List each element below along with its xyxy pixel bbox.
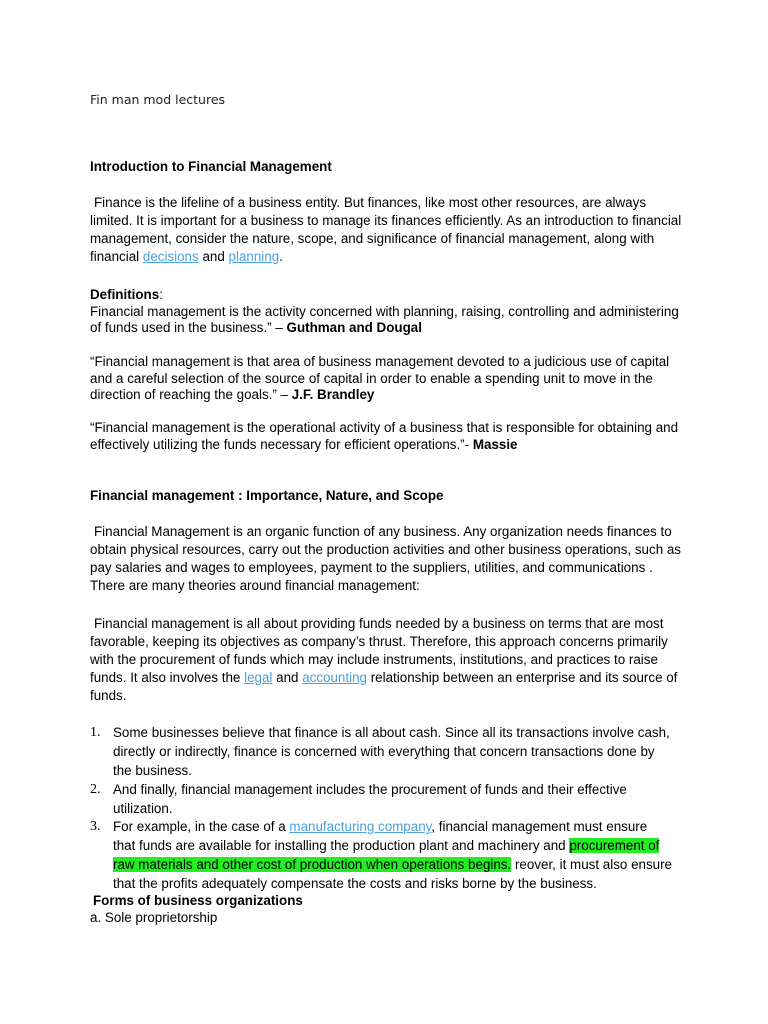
definition-3-text: “Financial management is the operational activity of a business that is responsible for obtaining and effectively utilizing the funds necessary for efficient operations.”- <box>90 420 679 452</box>
list-item-text: For example, in the case of a <box>113 819 286 834</box>
definition-1-text: Financial management is the activity concerned with planning, raising, controlling and administering of funds used in the business.” – <box>90 303 679 335</box>
period-text: . <box>279 249 283 264</box>
definition-3-author: Massie <box>472 436 518 452</box>
and-text-2: and <box>276 670 299 685</box>
planning-link[interactable]: planning <box>228 249 280 264</box>
forms-heading: Forms of business organizations <box>93 893 303 908</box>
legal-link[interactable]: legal <box>244 670 273 685</box>
list-item <box>90 780 690 818</box>
definitions-label: Definitions <box>90 287 160 302</box>
intro-text: Finance is the lifeline of a business entity. But finances, like most other resources, are always limited. It is important for a business to manage its finances efficiently. As an introduction to financial management, consider the nature, scope, and significance of financial management, along with financial <box>90 195 682 264</box>
accounting-link[interactable]: accounting <box>302 670 367 685</box>
manufacturing-company-link[interactable]: manufacturing company <box>289 819 432 834</box>
list-item <box>90 723 690 780</box>
intro-paragraph <box>90 194 690 266</box>
list-item <box>90 817 690 893</box>
list-number: 1. <box>90 725 101 740</box>
paragraph-2-text-end: relationship between an enterprise and its source of funds. <box>90 670 678 703</box>
list-item-text: And finally, financial management includes the procurement of funds and their effective utilization. <box>113 782 627 816</box>
and-text: and <box>202 249 225 264</box>
intro-heading: Introduction to Financial Management <box>90 159 332 174</box>
forms-item-a: a. Sole proprietorship <box>90 910 218 925</box>
section-2-heading: Financial management : Importance, Nature, and Scope <box>90 488 444 503</box>
definitions-colon: : <box>159 287 163 302</box>
document-title: Fin man mod lectures <box>90 92 226 107</box>
list-number: 3. <box>90 819 101 834</box>
section-2-paragraph-2 <box>90 615 690 705</box>
definition-2-text: “Financial management is that area of business management devoted to a judicious use of capital and a careful selection of the source of capital in order to enable a spending unit to move in the direction of reaching the goals.” – <box>90 354 670 402</box>
highlighted-text: procurement of raw materials and other cost of production when operations begins. <box>113 838 660 872</box>
definition-2-author: J.F. Brandley <box>291 387 375 402</box>
definitions-block <box>90 287 690 337</box>
decisions-link[interactable]: decisions <box>142 249 199 264</box>
section-2-paragraph-1: Financial Management is an organic function of any business. Any organization needs finances to obtain physical resources, carry out the production activities and other business operations, such as pay salaries and wages to employees, payment to the suppliers, utilities, and communications . There are many theories around financial management: <box>90 524 681 593</box>
list-number: 2. <box>90 782 101 797</box>
list-item-text: , financial management must ensure that funds are available for installing the production plant and machinery and <box>113 819 648 853</box>
definition-3 <box>90 420 690 453</box>
list-item-3-content <box>113 817 673 893</box>
definition-2 <box>90 354 690 404</box>
definition-1-author: Guthman and Dougal <box>286 320 422 335</box>
list-item-text: reover, it must also ensure that the profits adequately compensate the costs and risks borne by the business. <box>113 857 673 891</box>
paragraph-2-text: Financial management is all about providing funds needed by a business on terms that are most favorable, keeping its objectives as company’s thrust. Therefore, this approach concerns primarily with the procurement of funds which may include instruments, institutions, and practices to raise funds. It also involves the <box>90 616 668 685</box>
list-item-text: Some businesses believe that finance is all about cash. Since all its transactions involve cash, directly or indirectly, finance is concerned with everything that concern transactions done by the business. <box>113 725 670 778</box>
